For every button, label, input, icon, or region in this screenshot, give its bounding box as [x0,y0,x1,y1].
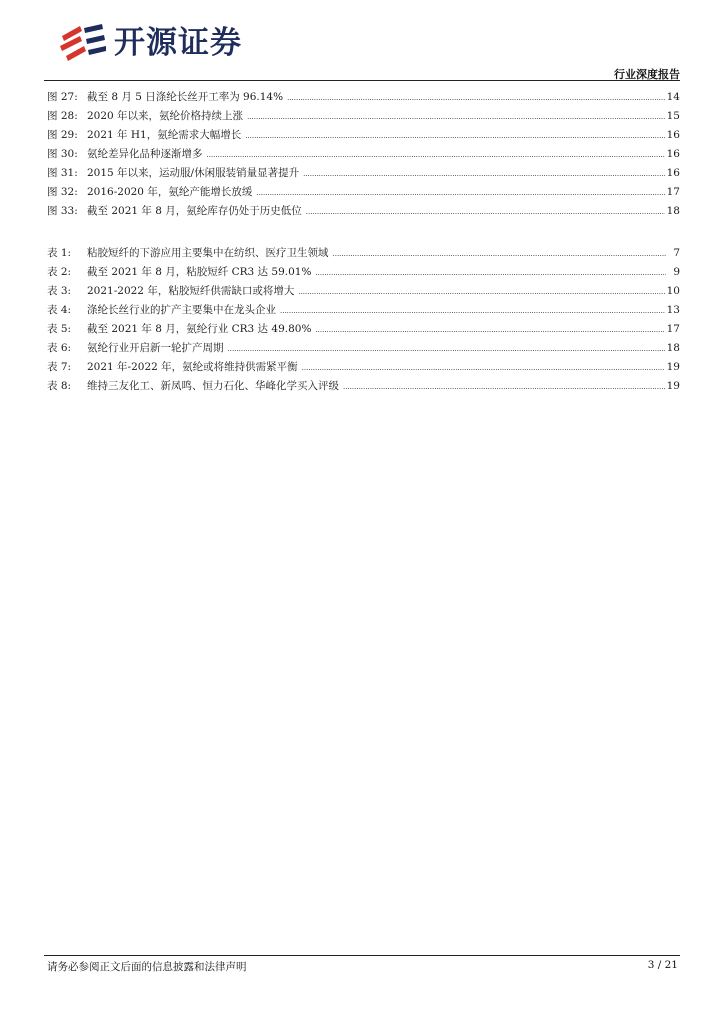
table-list [47,244,680,396]
toc-row[interactable] [47,145,680,164]
toc-label: 图 29: [47,129,78,141]
company-name: 开源证券 [114,25,242,61]
toc-title: 截至 8 月 5 日涤纶长丝开工率为 96.14% [87,91,284,103]
toc-page-number: 10 [666,285,680,297]
toc-row[interactable] [47,320,680,339]
toc-leader [280,301,665,321]
toc-row[interactable] [47,183,680,202]
toc-title: 截至 2021 年 8 月，氨纶行业 CR3 达 49.80% [87,323,312,335]
toc-page-number: 19 [666,361,680,373]
toc-leader [256,183,664,203]
toc-leader [228,339,665,359]
toc-row[interactable] [47,282,680,301]
toc-leader [245,126,664,146]
toc-row[interactable] [47,202,680,221]
toc-page-number: 18 [666,205,680,217]
toc-page-number: 9 [673,266,680,278]
toc-title: 截至 2021 年 8 月，粘胶短纤 CR3 达 59.01% [87,266,312,278]
toc-row[interactable] [47,164,680,183]
footer-divider [44,955,680,956]
toc-leader [315,263,666,283]
toc-row[interactable] [47,244,680,263]
toc-title: 2021-2022 年，粘胶短纤供需缺口或将增大 [87,285,295,297]
toc-leader [315,320,664,340]
toc-title: 维持三友化工、新凤鸣、恒力石化、华峰化学买入评级 [87,380,339,392]
toc-row[interactable] [47,107,680,126]
toc-page-number: 14 [666,91,680,103]
footer-disclaimer: 请务必参阅正文后面的信息披露和法律声明 [47,961,247,973]
toc-row[interactable] [47,88,680,107]
toc-page-number: 17 [666,323,680,335]
toc-row[interactable] [47,339,680,358]
toc-page-number: 18 [666,342,680,354]
toc-leader [287,88,665,108]
toc-row[interactable] [47,358,680,377]
toc-row[interactable] [47,377,680,396]
toc-label: 图 30: [47,148,78,160]
toc-title: 2020 年以来，氨纶价格持续上涨 [87,110,244,122]
toc-page-number: 16 [666,129,680,141]
toc-page-number: 7 [673,247,680,259]
toc-label: 图 31: [47,167,78,179]
toc-page-number: 15 [666,110,680,122]
toc-page-number: 16 [666,148,680,160]
toc-row[interactable] [47,301,680,320]
toc-label: 表 7: [47,361,72,373]
toc-label: 表 3: [47,285,72,297]
toc-label: 表 8: [47,380,72,392]
toc-title: 2016-2020 年，氨纶产能增长放缓 [87,186,253,198]
toc-leader [333,244,667,264]
toc-label: 图 32: [47,186,78,198]
toc-title: 粘胶短纤的下游应用主要集中在纺织、医疗卫生领域 [87,247,329,259]
toc-label: 表 2: [47,266,72,278]
toc-page-number: 13 [666,304,680,316]
toc-label: 图 27: [47,91,78,103]
toc-title: 氨纶行业开启新一轮扩产周期 [87,342,224,354]
toc-leader [302,358,665,378]
company-logo [58,22,242,64]
report-type-label: 行业深度报告 [614,68,680,81]
header-divider [44,80,680,81]
toc-label: 表 4: [47,304,72,316]
toc-title: 2015 年以来，运动服/休闲服装销量显著提升 [87,167,300,179]
toc-title: 截至 2021 年 8 月，氨纶库存仍处于历史低位 [87,205,302,217]
toc-label: 图 33: [47,205,78,217]
toc-label: 表 5: [47,323,72,335]
toc-leader [247,107,665,127]
toc-title: 2021 年 H1，氨纶需求大幅增长 [87,129,242,141]
toc-label: 表 1: [47,247,72,259]
toc-page-number: 19 [666,380,680,392]
toc-row[interactable] [47,263,680,282]
toc-label: 图 28: [47,110,78,122]
kaiyuan-logo-icon [58,22,108,64]
toc-page-number: 17 [666,186,680,198]
figure-list [47,88,680,221]
toc-label: 表 6: [47,342,72,354]
toc-leader [306,202,665,222]
toc-row[interactable] [47,126,680,145]
toc-title: 氨纶差异化品种逐渐增多 [87,148,203,160]
toc-page-number: 16 [666,167,680,179]
toc-leader [343,377,665,397]
toc-leader [298,282,664,302]
toc-leader [207,145,665,165]
toc-leader [303,164,665,184]
page-indicator: 3 / 21 [647,959,678,971]
toc-title: 2021 年-2022 年，氨纶或将维持供需紧平衡 [87,361,298,373]
toc-title: 涤纶长丝行业的扩产主要集中在龙头企业 [87,304,276,316]
